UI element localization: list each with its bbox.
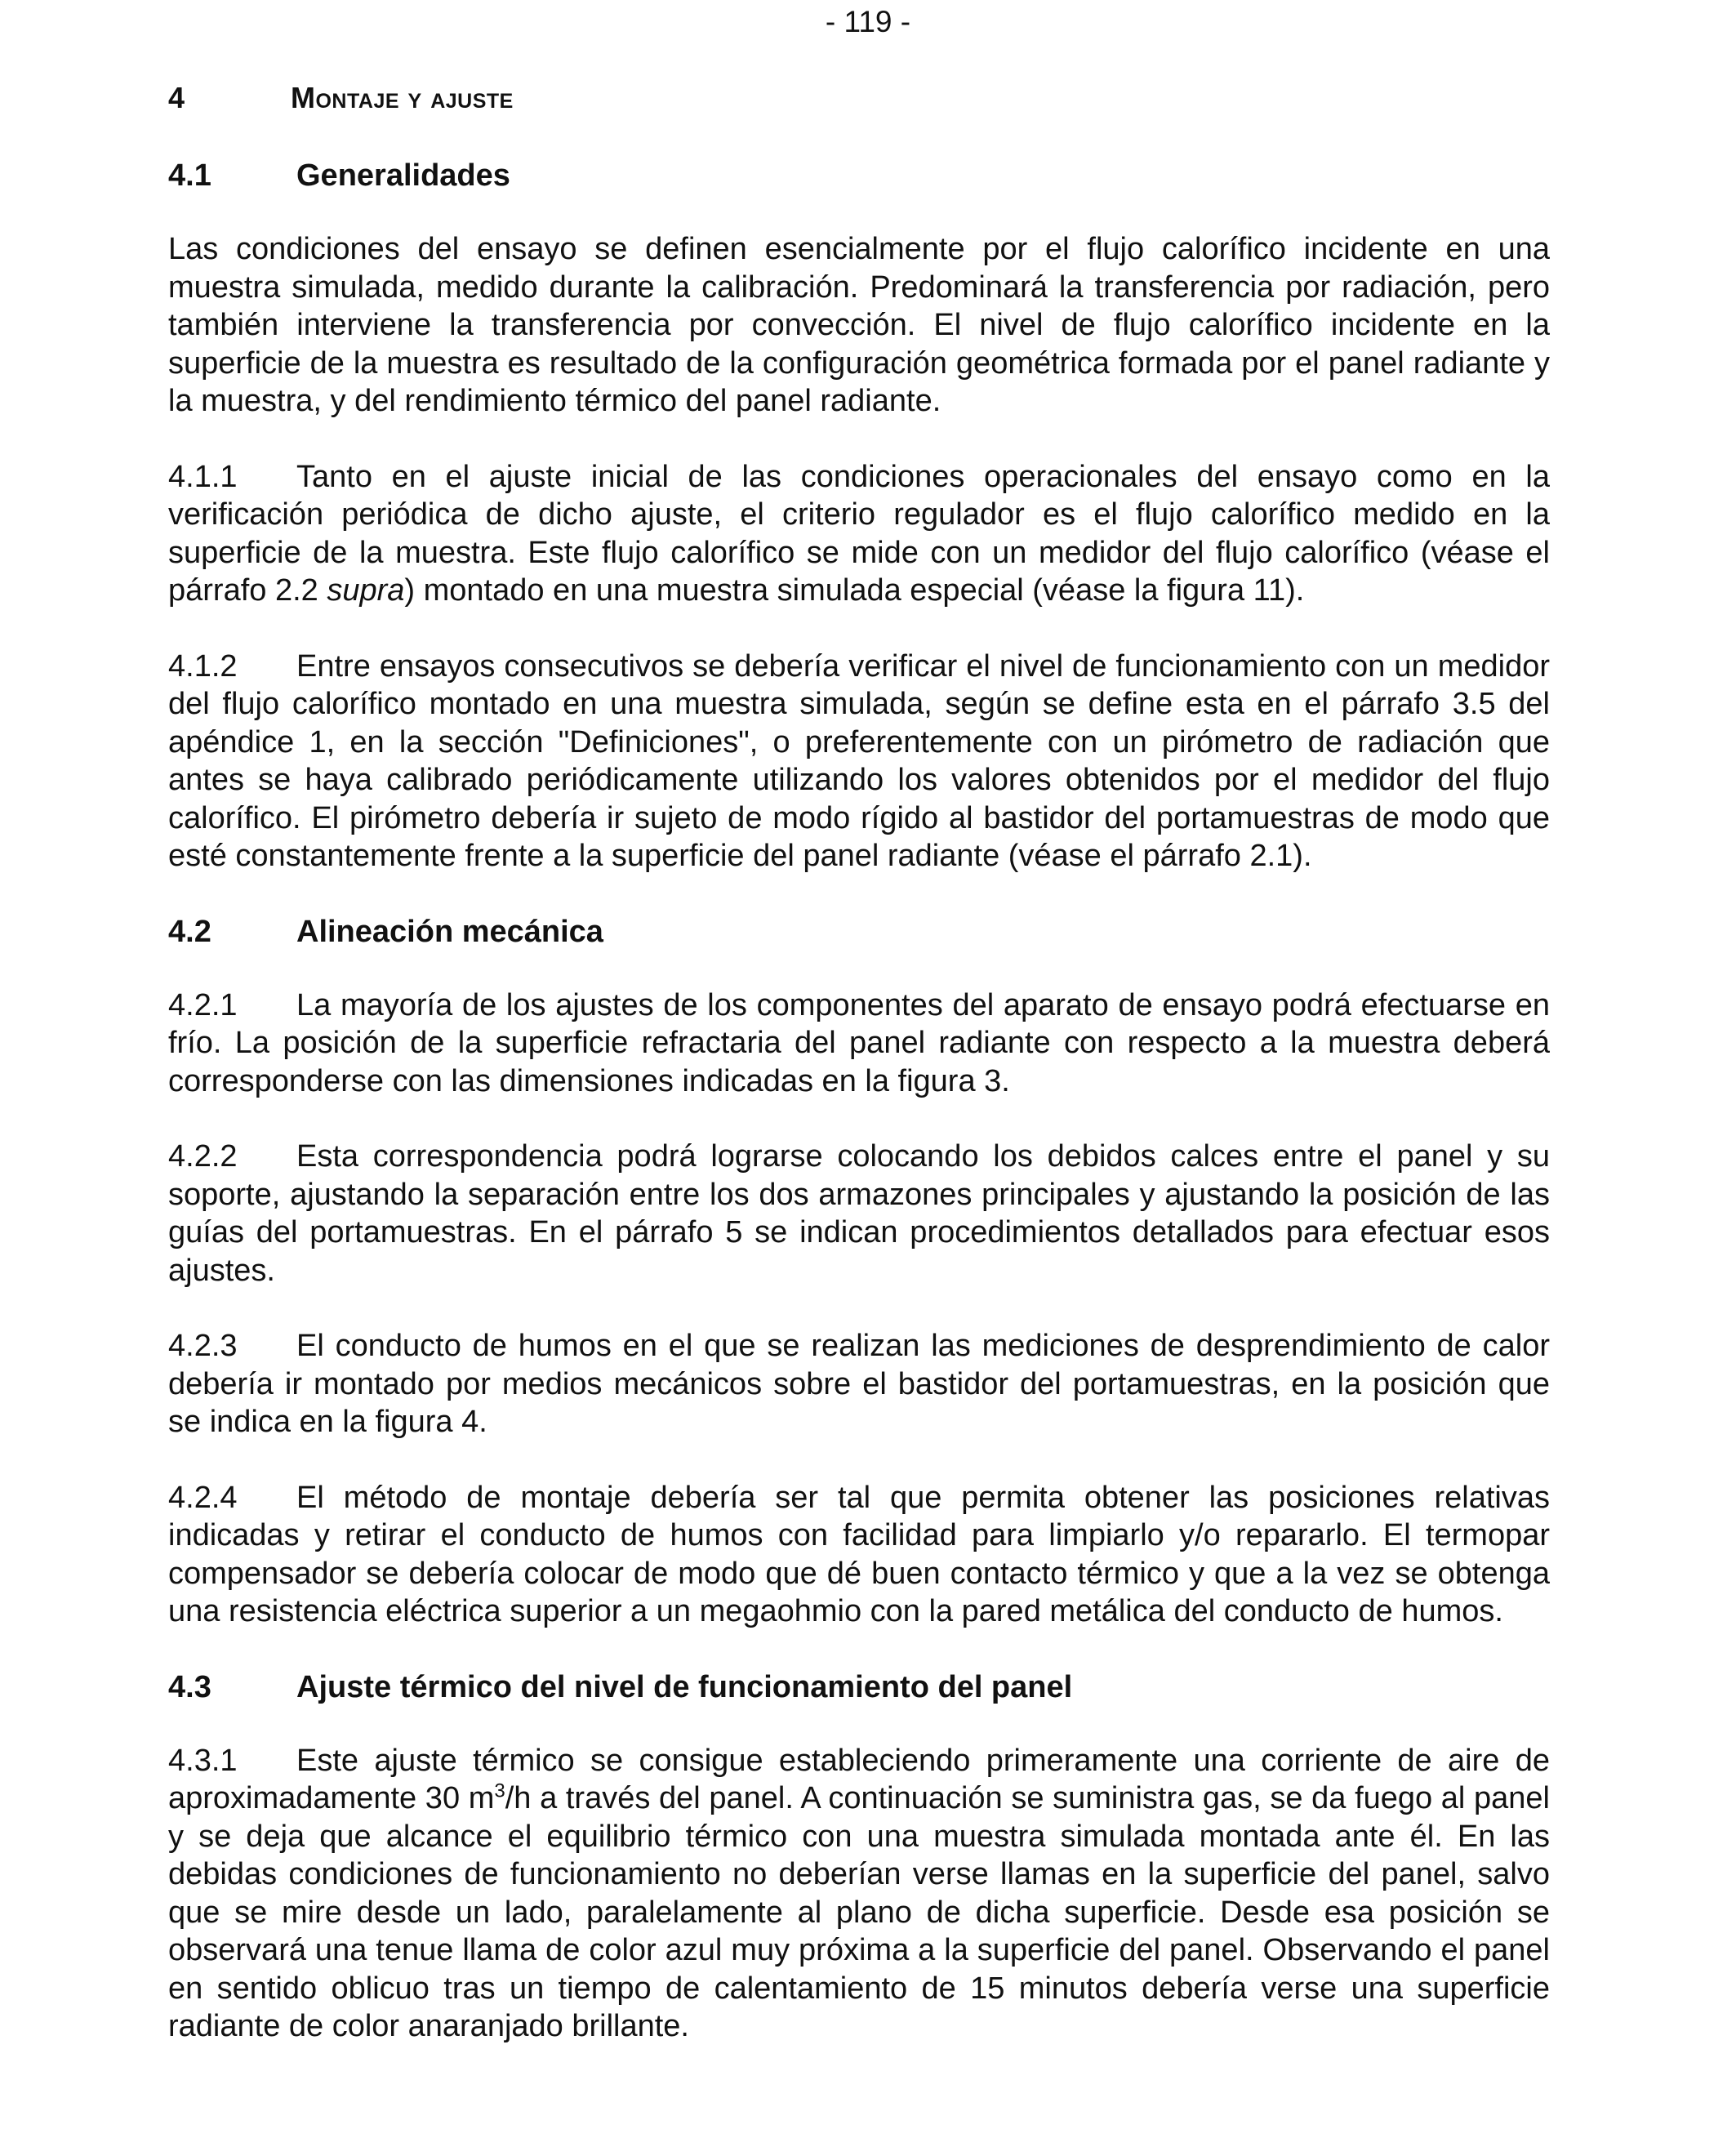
paragraph-text: ) montado en una muestra simulada especial (véase la figura 11).	[404, 573, 1305, 608]
paragraph-text: Tanto en el ajuste inicial de las condiciones operacionales del ensayo como en la verificación periódica de dicho ajuste, el criterio regulador es el flujo calorífico medido en la superficie de la muestra. Este flujo calorífico se mide con un medidor del flujo calorífico (véase el párrafo 2.2	[168, 459, 1550, 608]
paragraph-4-2-2	[168, 1138, 1550, 1290]
paragraph-4-1-intro: Las condiciones del ensayo se definen esencialmente por el flujo calorífico incidente en una muestra simulada, medido durante la calibración. Predominará la transferencia por radiación, pero también interviene la transferencia por convección. El nivel de flujo calorífico incidente en la superficie de la muestra es resultado de la configuración geométrica formada por el panel radiante y la muestra, y del rendimiento térmico del panel radiante.	[168, 232, 1550, 418]
paragraph-emphasis: supra	[327, 573, 405, 608]
paragraph-4-1-1	[168, 458, 1550, 610]
subsection-number: 4.3	[168, 1669, 211, 1704]
paragraph-text: Entre ensayos consecutivos se debería verificar el nivel de funcionamiento con un medidor del flujo calorífico montado en una muestra simulada, según se define esta en el párrafo 3.5 del apéndice 1, en la sección "Definiciones", o preferentemente con un pirómetro de radiación que antes se haya calibrado periódicamente utilizando los valores obtenidos por el medidor del flujo calorífico. El pirómetro debería ir sujeto de modo rígido al bastidor del portamuestras de modo que esté constantemente frente a la superficie del panel radiante (véase el párrafo 2.1).	[168, 648, 1550, 873]
paragraph-text: Este ajuste térmico se consigue estableciendo primeramente una corriente de aire de aproximadamente 30 m	[168, 1743, 1550, 1815]
document-body	[168, 82, 1550, 2083]
superscript: 3	[494, 1780, 505, 1802]
paragraph-text: El método de montaje debería ser tal que permita obtener las posiciones relativas indicadas y retirar el conducto de humos con facilidad para limpiarlo y/o repararlo. El termopar compensador se debería colocar de modo que dé buen contacto térmico y que a la vez se obtenga una resistencia eléctrica superior a un megaohmio con la pared metálica del conducto de humos.	[168, 1480, 1550, 1628]
paragraph-number: 4.2.3	[168, 1329, 238, 1363]
paragraph-number: 4.2.2	[168, 1139, 238, 1174]
section-number: 4	[168, 81, 185, 114]
subsection-heading-4-2	[168, 913, 1550, 951]
paragraph-number: 4.2.1	[168, 987, 238, 1022]
paragraph-text: La mayoría de los ajustes de los componentes del aparato de ensayo podrá efectuarse en frío. La posición de la superficie refractaria del panel radiante con respecto a la muestra deberá corresponderse con las dimensiones indicadas en la figura 3.	[168, 987, 1550, 1098]
page-number: - 119 -	[825, 5, 911, 38]
subsection-number: 4.2	[168, 914, 211, 949]
paragraph-text: /h a través del panel. A continuación se suministra gas, se da fuego al panel y se deja que alcance el equilibrio térmico con una muestra simulada montada ante él. En las debidas condiciones de funcionamiento no deberían verse llamas en la superficie del panel, salvo que se mire desde un lado, paralelamente al plano de dicha superficie. Desde esa posición se observará una tenue llama de color azul muy próxima a la superficie del panel. Observando el panel en sentido oblicuo tras un tiempo de calentamiento de 15 minutos debería verse una superficie radiante de color anaranjado brillante.	[168, 1781, 1550, 2043]
paragraph-4-1-2	[168, 648, 1550, 875]
paragraph-text: Esta correspondencia podrá lograrse colocando los debidos calces entre el panel y su soporte, ajustando la separación entre los dos armazones principales y ajustando la posición de las guías del portamuestras. En el párrafo 5 se indican procedimientos detallados para efectuar esos ajustes.	[168, 1139, 1550, 1288]
subsection-heading-4-1	[168, 157, 1550, 194]
paragraph-4-2-4	[168, 1479, 1550, 1631]
paragraph-4-2-1	[168, 987, 1550, 1101]
subsection-title: Generalidades	[296, 158, 510, 193]
subsection-title: Alineación mecánica	[296, 914, 603, 949]
paragraph-number: 4.3.1	[168, 1743, 238, 1778]
paragraph-text: El conducto de humos en el que se realizan las mediciones de desprendimiento de calor debería ir montado por medios mecánicos sobre el bastidor del portamuestras, en la posición que se indica en la figura 4.	[168, 1329, 1550, 1439]
paragraph-number: 4.1.2	[168, 648, 238, 684]
subsection-title: Ajuste térmico del nivel de funcionamiento del panel	[296, 1669, 1073, 1704]
paragraph-4-2-3	[168, 1327, 1550, 1441]
paragraph-4-3-1	[168, 1742, 1550, 2046]
subsection-heading-4-3	[168, 1668, 1550, 1706]
paragraph-number: 4.1.1	[168, 459, 238, 494]
paragraph-number: 4.2.4	[168, 1480, 238, 1515]
section-heading	[168, 82, 1550, 114]
section-title: Montaje y ajuste	[291, 81, 514, 114]
subsection-number: 4.1	[168, 158, 211, 193]
